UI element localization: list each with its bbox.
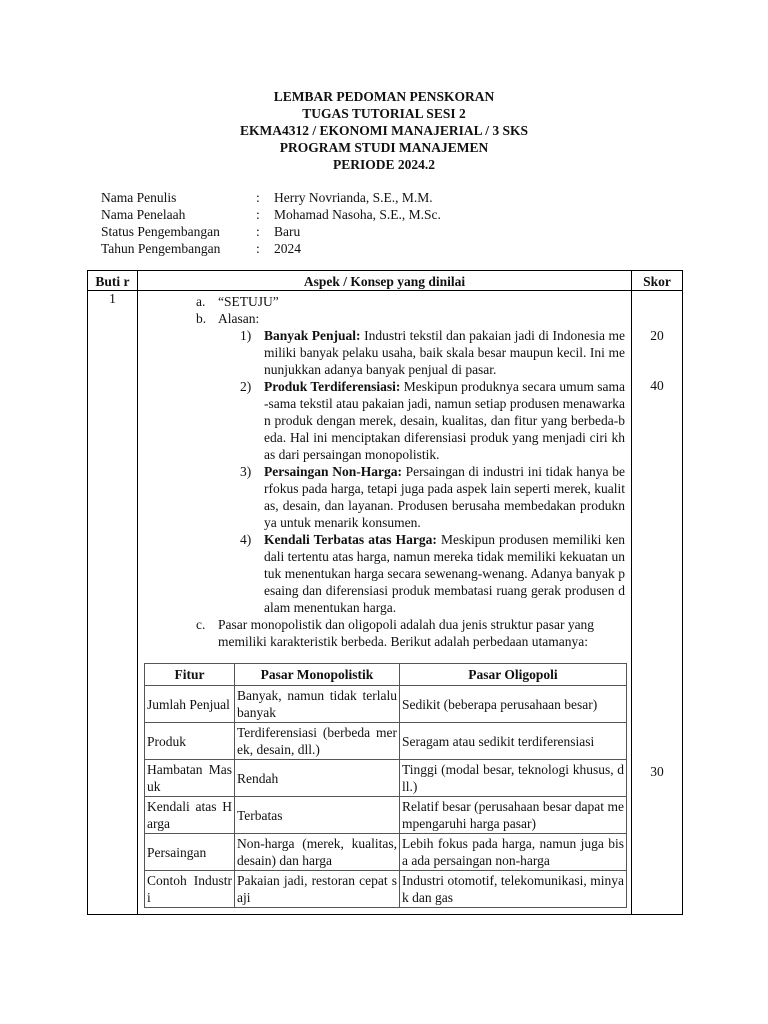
meta-row-penelaah [101,206,661,223]
header-butir-text: Buti r [95,274,130,289]
table-cell: Pakaian jadi, restoran cepat saji [235,871,400,908]
reason-number: 4) [240,532,252,547]
title-line: EKMA4312 / EKONOMI MANAJERIAL / 3 SKS [239,123,529,138]
table-cell: Relatif besar (perusahaan besar dapat mempengaruhi harga pasar) [400,797,627,834]
reason-item [240,531,626,616]
title-line: PROGRAM STUDI MANAJEMEN [279,140,489,155]
reason-item [240,463,625,531]
reason-text: Meskipun produsen memiliki kendali tertentu atas harga, namun mereka tidak memiliki kekuatan untuk menentukan harga secara sewenang-wenang. Adanya banyak pesaing dan diferensiasi produk membatasi ruang gerak produsen dalam menentukan harga. [264,532,626,615]
reason-title: Persaingan Non-Harga: [264,464,402,479]
meta-colon: : [256,190,260,205]
meta-value: 2024 [274,241,301,256]
table-cell: Banyak, namun tidak terlalu banyak [235,686,400,723]
reason-text: Industri tekstil dan pakaian jadi di Indonesia memiliki banyak pelaku usaha, baik skala besar maupun kecil. Ini menunjukkan adanya banyak penjual di pasar. [264,328,625,377]
item-b [196,310,625,327]
title-line: PERIODE 2024.2 [332,157,435,172]
table-row [145,760,627,797]
reason-title: Produk Terdiferensiasi: [264,379,401,394]
title-line: LEMBAR PEDOMAN PENSKORAN [273,89,495,104]
item-b-text: Alasan: [218,311,260,326]
table-cell: Sedikit (beberapa perusahaan besar) [400,686,627,723]
table-cell: Seragam atau sedikit terdiferensiasi [400,723,627,760]
table-cell: Persaingan [145,834,235,871]
skor-cell [632,291,683,915]
table-row [145,686,627,723]
table-cell: Kendali atas Harga [145,797,235,834]
header-butir [88,271,138,291]
reason-title: Kendali Terbatas atas Harga: [264,532,437,547]
meta-value: Baru [274,224,301,239]
table-row [145,723,627,760]
table-cell: Hambatan Masuk [145,760,235,797]
reason-number: 2) [240,379,252,394]
score-c: 30 [650,764,664,779]
meta-colon: : [256,241,260,256]
table-row [145,871,627,908]
scoring-table-header [88,271,683,291]
item-c [196,616,625,650]
reasons-list [240,327,626,616]
comparison-header-cell: Pasar Oligopoli [400,664,627,686]
table-cell: Lebih fokus pada harga, namun juga bisa ada persaingan non-harga [400,834,627,871]
meta-value: Mohamad Nasoha, S.E., M.Sc. [274,207,441,222]
meta-label: Status Pengembangan [101,224,220,239]
scoring-table [87,270,683,915]
reason-text: Meskipun produknya secara umum sama-sama tekstil atau pakaian jadi, namun setiap produsen menawarkan produk dengan merek, desain, kualitas, dan fitur yang berbeda-beda. Hal ini menciptakan diferensiasi produk yang menjadi ciri khas dari persaingan monopolistik. [264,379,625,462]
comparison-table [144,663,627,908]
reason-number: 3) [240,464,252,479]
table-cell: Jumlah Penjual [145,686,235,723]
comparison-header-cell: Pasar Monopolistik [235,664,400,686]
item-a-text: “SETUJU” [218,294,279,309]
table-row [145,797,627,834]
item-a [196,293,625,310]
score-b: 40 [650,378,664,393]
meta-row-tahun [101,240,661,257]
scoring-row [88,291,683,915]
item-c-marker: c. [196,617,206,632]
document-title-block [0,88,768,173]
aspek-cell [138,291,632,915]
table-row [145,834,627,871]
meta-label: Tahun Pengembangan [101,241,221,256]
reason-item [240,327,625,378]
table-cell: Tinggi (modal besar, teknologi khusus, dll.) [400,760,627,797]
meta-row-penulis [101,189,661,206]
item-b-marker: b. [196,311,207,326]
header-aspek: Aspek / Konsep yang dinilai [138,271,632,291]
table-cell: Terdiferensiasi (berbeda merek, desain, dll.) [235,723,400,760]
comparison-header-cell: Fitur [145,664,235,686]
reason-text: Persaingan di industri ini tidak hanya berfokus pada harga, tetapi juga pada aspek lain seperti merek, kualitas, desain, dan layanan. Produsen berusaha membedakan produknya untuk menarik konsumen. [264,464,625,530]
score-a: 20 [650,328,664,343]
meta-label: Nama Penulis [101,190,177,205]
meta-colon: : [256,207,260,222]
table-cell: Contoh Industri [145,871,235,908]
title-line: TUGAS TUTORIAL SESI 2 [302,106,466,121]
reason-item [240,378,625,463]
comparison-header [145,664,627,686]
table-cell: Non-harga (merek, kualitas, desain) dan harga [235,834,400,871]
meta-row-status [101,223,661,240]
butir-number: 1 [88,291,138,915]
reason-number: 1) [240,328,252,343]
table-cell: Terbatas [235,797,400,834]
table-cell: Rendah [235,760,400,797]
table-cell: Produk [145,723,235,760]
item-c-text: Pasar monopolistik dan oligopoli adalah dua jenis struktur pasar yang memiliki karakteristik berbeda. Berikut adalah perbedaan utamanya: [218,617,595,649]
meta-colon: : [256,224,260,239]
header-skor: Skor [632,271,683,291]
meta-value: Herry Novrianda, S.E., M.M. [274,190,433,205]
reason-title: Banyak Penjual: [264,328,361,343]
item-a-marker: a. [196,294,206,309]
meta-label: Nama Penelaah [101,207,186,222]
document-metadata [101,189,661,257]
table-cell: Industri otomotif, telekomunikasi, minyak dan gas [400,871,627,908]
